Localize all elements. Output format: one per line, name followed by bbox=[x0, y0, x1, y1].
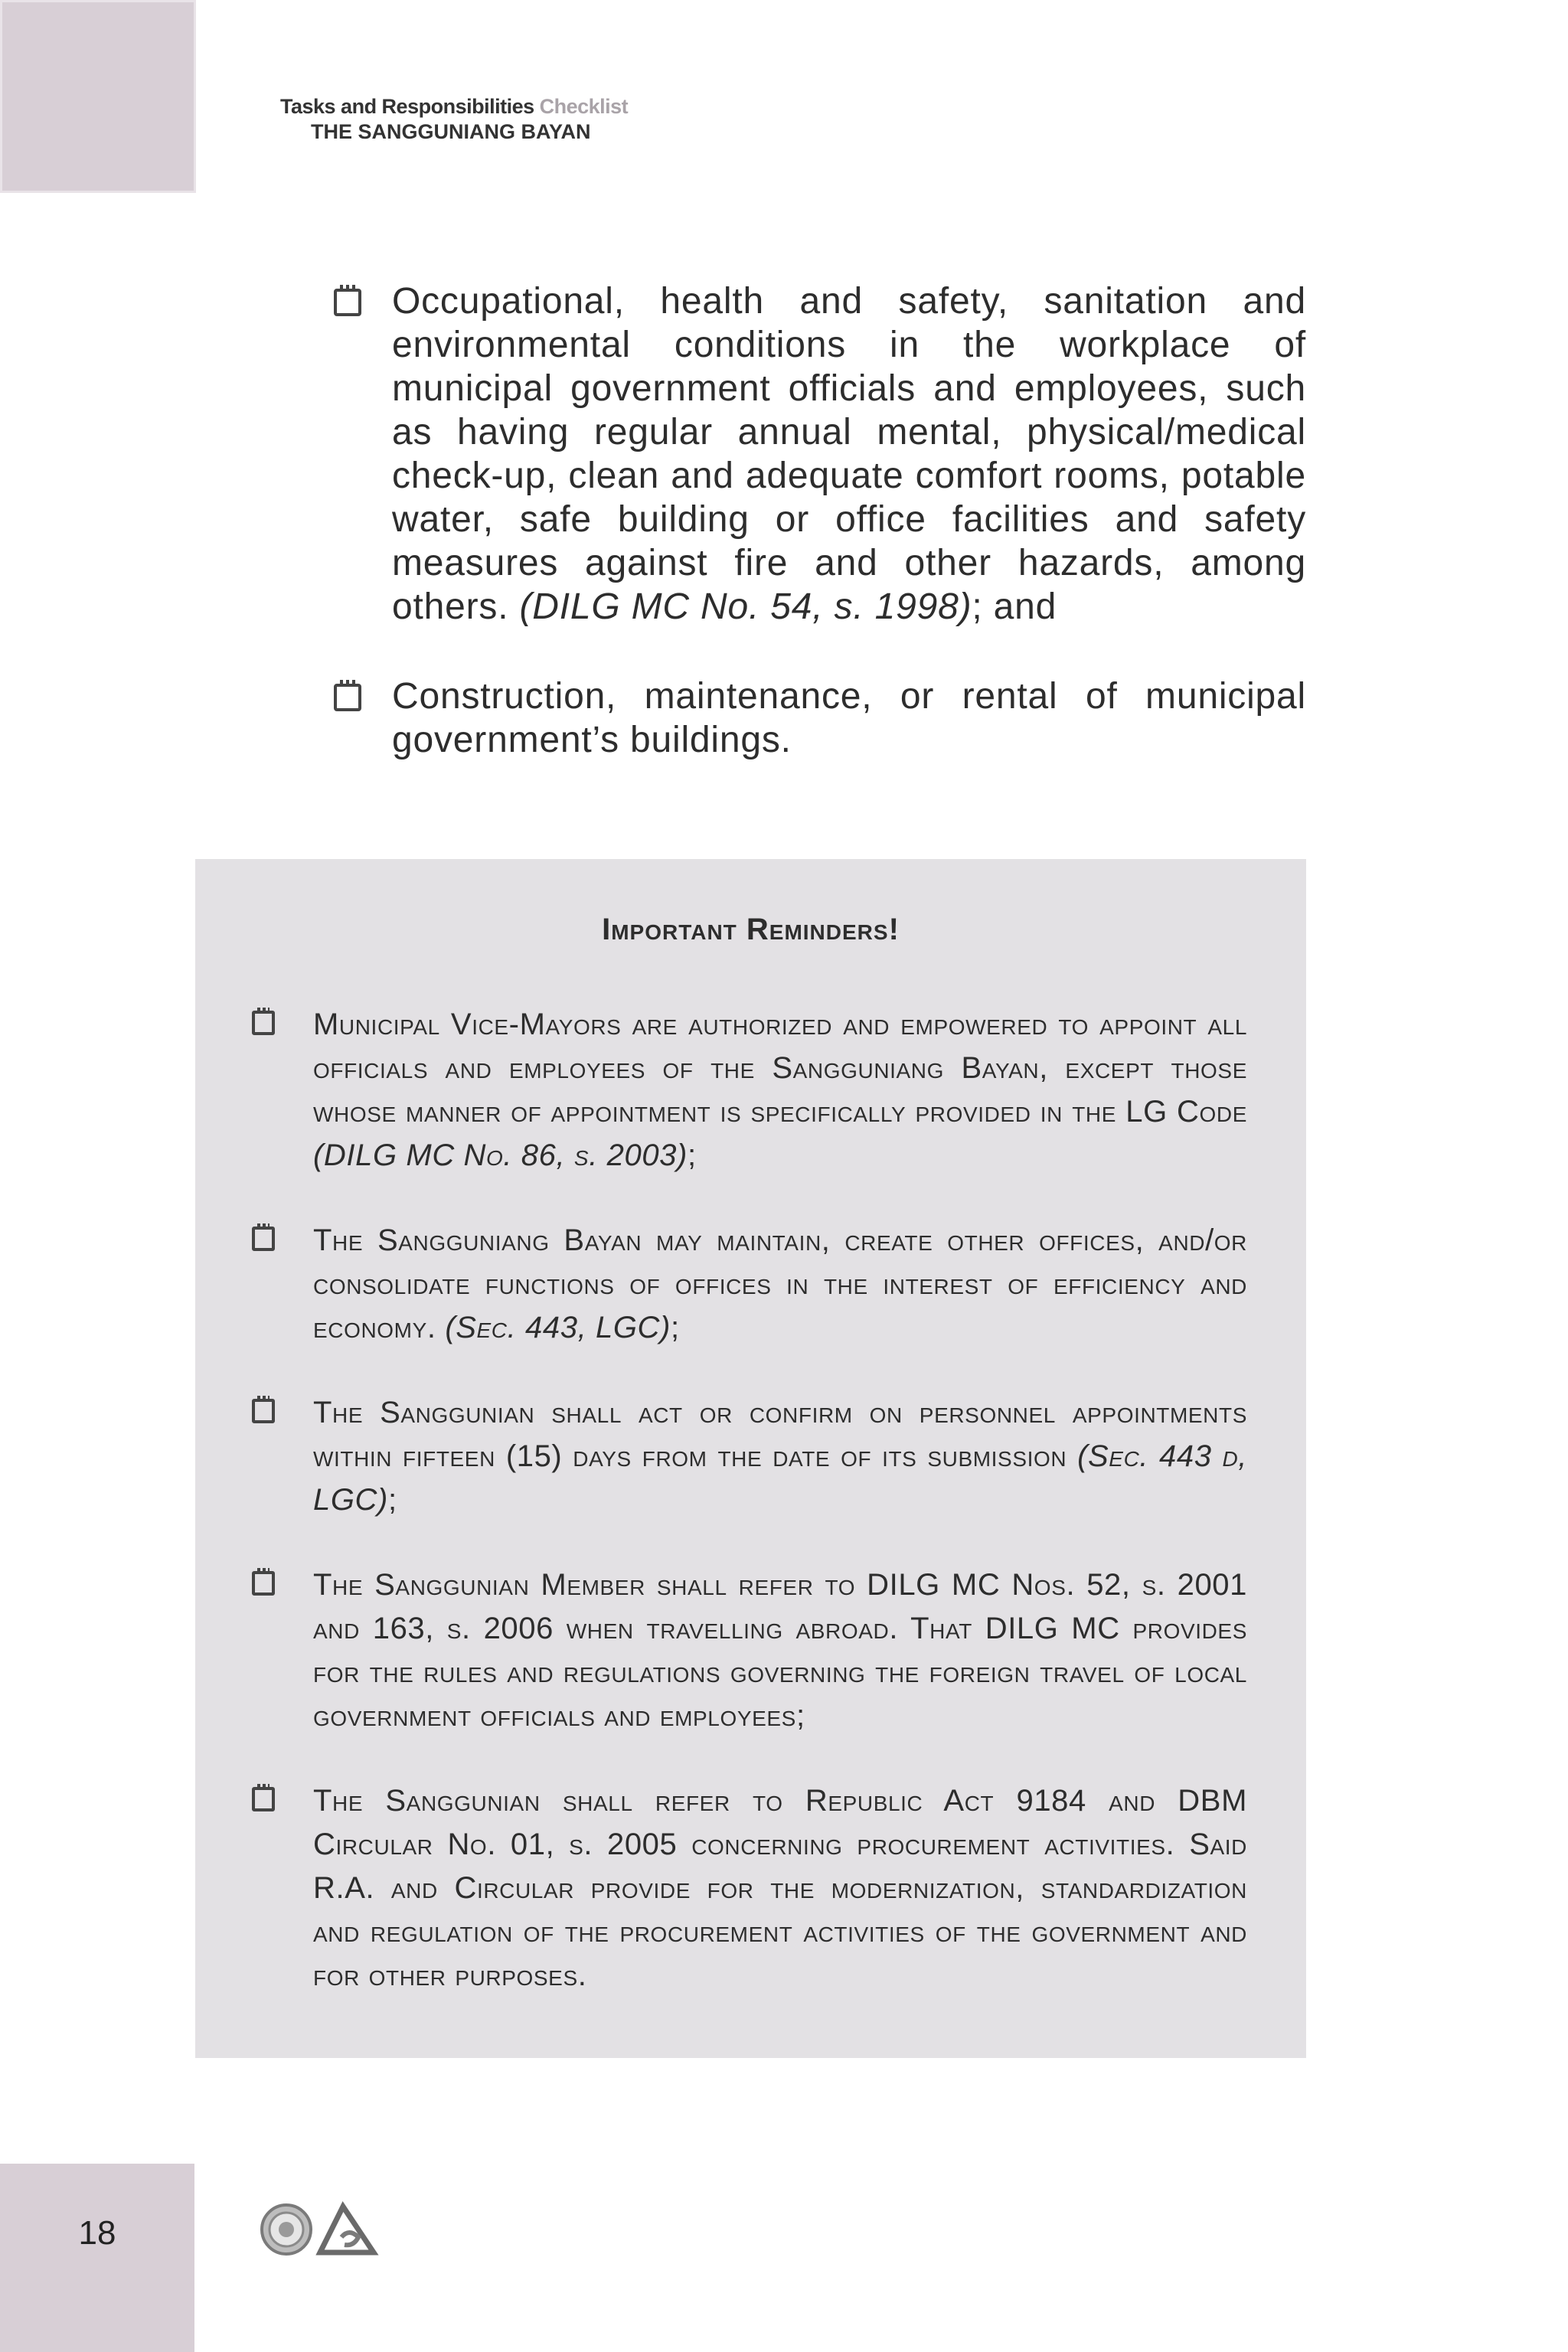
checklist bbox=[334, 279, 1306, 808]
checklist-item bbox=[334, 279, 1306, 629]
reminders-title: Important Reminders! bbox=[602, 913, 900, 946]
reminders-list bbox=[252, 1003, 1247, 2039]
footer-logos bbox=[259, 2199, 381, 2260]
checkbox-icon[interactable] bbox=[252, 1399, 275, 1423]
header-subtitle: THE SANGGUNIANG BAYAN bbox=[311, 120, 591, 143]
citation: (DILG MC No. 86, s. 2003) bbox=[313, 1138, 688, 1172]
checklist-item-text: Occupational, health and safety, sanitation and environmental conditions in the workplace of municipal government officials and employees, such as having regular annual mental, physical/medical check-up, clean and adequate comfort rooms, potable water, safe building or office facilities and safety measures against fire and other hazards, among others. (DILG MC No. 54, s. 1998); and bbox=[392, 281, 1306, 627]
reminder-item bbox=[252, 1391, 1247, 1522]
reminder-text: The Sanggunian shall act or confirm on personnel appointments within fifteen (15) days from the date of its submission (Sec. 443 d, LGC); bbox=[313, 1396, 1247, 1517]
page-number: 18 bbox=[78, 2214, 116, 2252]
citation: (Sec. 443, LGC) bbox=[445, 1311, 671, 1344]
corner-decoration-top bbox=[0, 0, 196, 193]
reminder-item bbox=[252, 1779, 1247, 1998]
lga-logo-icon bbox=[320, 2207, 374, 2252]
important-reminders-box bbox=[195, 859, 1306, 2058]
checkbox-icon[interactable] bbox=[252, 1011, 275, 1035]
reminder-text: The Sanggunian shall refer to Republic Act 9184 and DBM Circular No. 01, s. 2005 concerning procurement activities. Said R.A. and Circular provide for the modernization, standardization and regulation of the procurement activities of the government and for other purposes. bbox=[313, 1784, 1247, 1992]
checkbox-icon[interactable] bbox=[334, 289, 361, 316]
reminder-item bbox=[252, 1219, 1247, 1350]
checkbox-icon[interactable] bbox=[334, 684, 361, 711]
reminder-item bbox=[252, 1563, 1247, 1738]
reminder-text: Municipal Vice-Mayors are authorized and empowered to appoint all officials and employees of the Sangguniang Bayan, except those whose manner of appointment is specifically provided in the LG Code (DILG MC No. 86, s. 2003); bbox=[313, 1008, 1247, 1172]
header-title: Tasks and Responsibilities bbox=[280, 95, 534, 118]
running-header bbox=[280, 95, 628, 144]
dilg-seal-icon bbox=[262, 2205, 311, 2254]
checkbox-icon[interactable] bbox=[252, 1571, 275, 1596]
checklist-item-text: Construction, maintenance, or rental of municipal government’s buildings. bbox=[392, 676, 1306, 760]
citation: (DILG MC No. 54, s. 1998) bbox=[519, 586, 972, 627]
reminder-text: The Sanggunian Member shall refer to DILG MC Nos. 52, s. 2001 and 163, s. 2006 when travelling abroad. That DILG MC provides for the rules and regulations governing the foreign travel of local government officials and employees; bbox=[313, 1568, 1247, 1733]
reminder-item bbox=[252, 1003, 1247, 1178]
checklist-item bbox=[334, 675, 1306, 762]
checkbox-icon[interactable] bbox=[252, 1787, 275, 1811]
reminder-text: The Sangguniang Bayan may maintain, create other offices, and/or consolidate functions of offices in the interest of efficiency and economy. (Sec. 443, LGC); bbox=[313, 1223, 1247, 1344]
citation: (Sec. 443 d, LGC) bbox=[313, 1439, 1247, 1517]
corner-decoration-bottom bbox=[0, 2164, 194, 2352]
header-title-accent: Checklist bbox=[539, 95, 629, 118]
checkbox-icon[interactable] bbox=[252, 1227, 275, 1251]
